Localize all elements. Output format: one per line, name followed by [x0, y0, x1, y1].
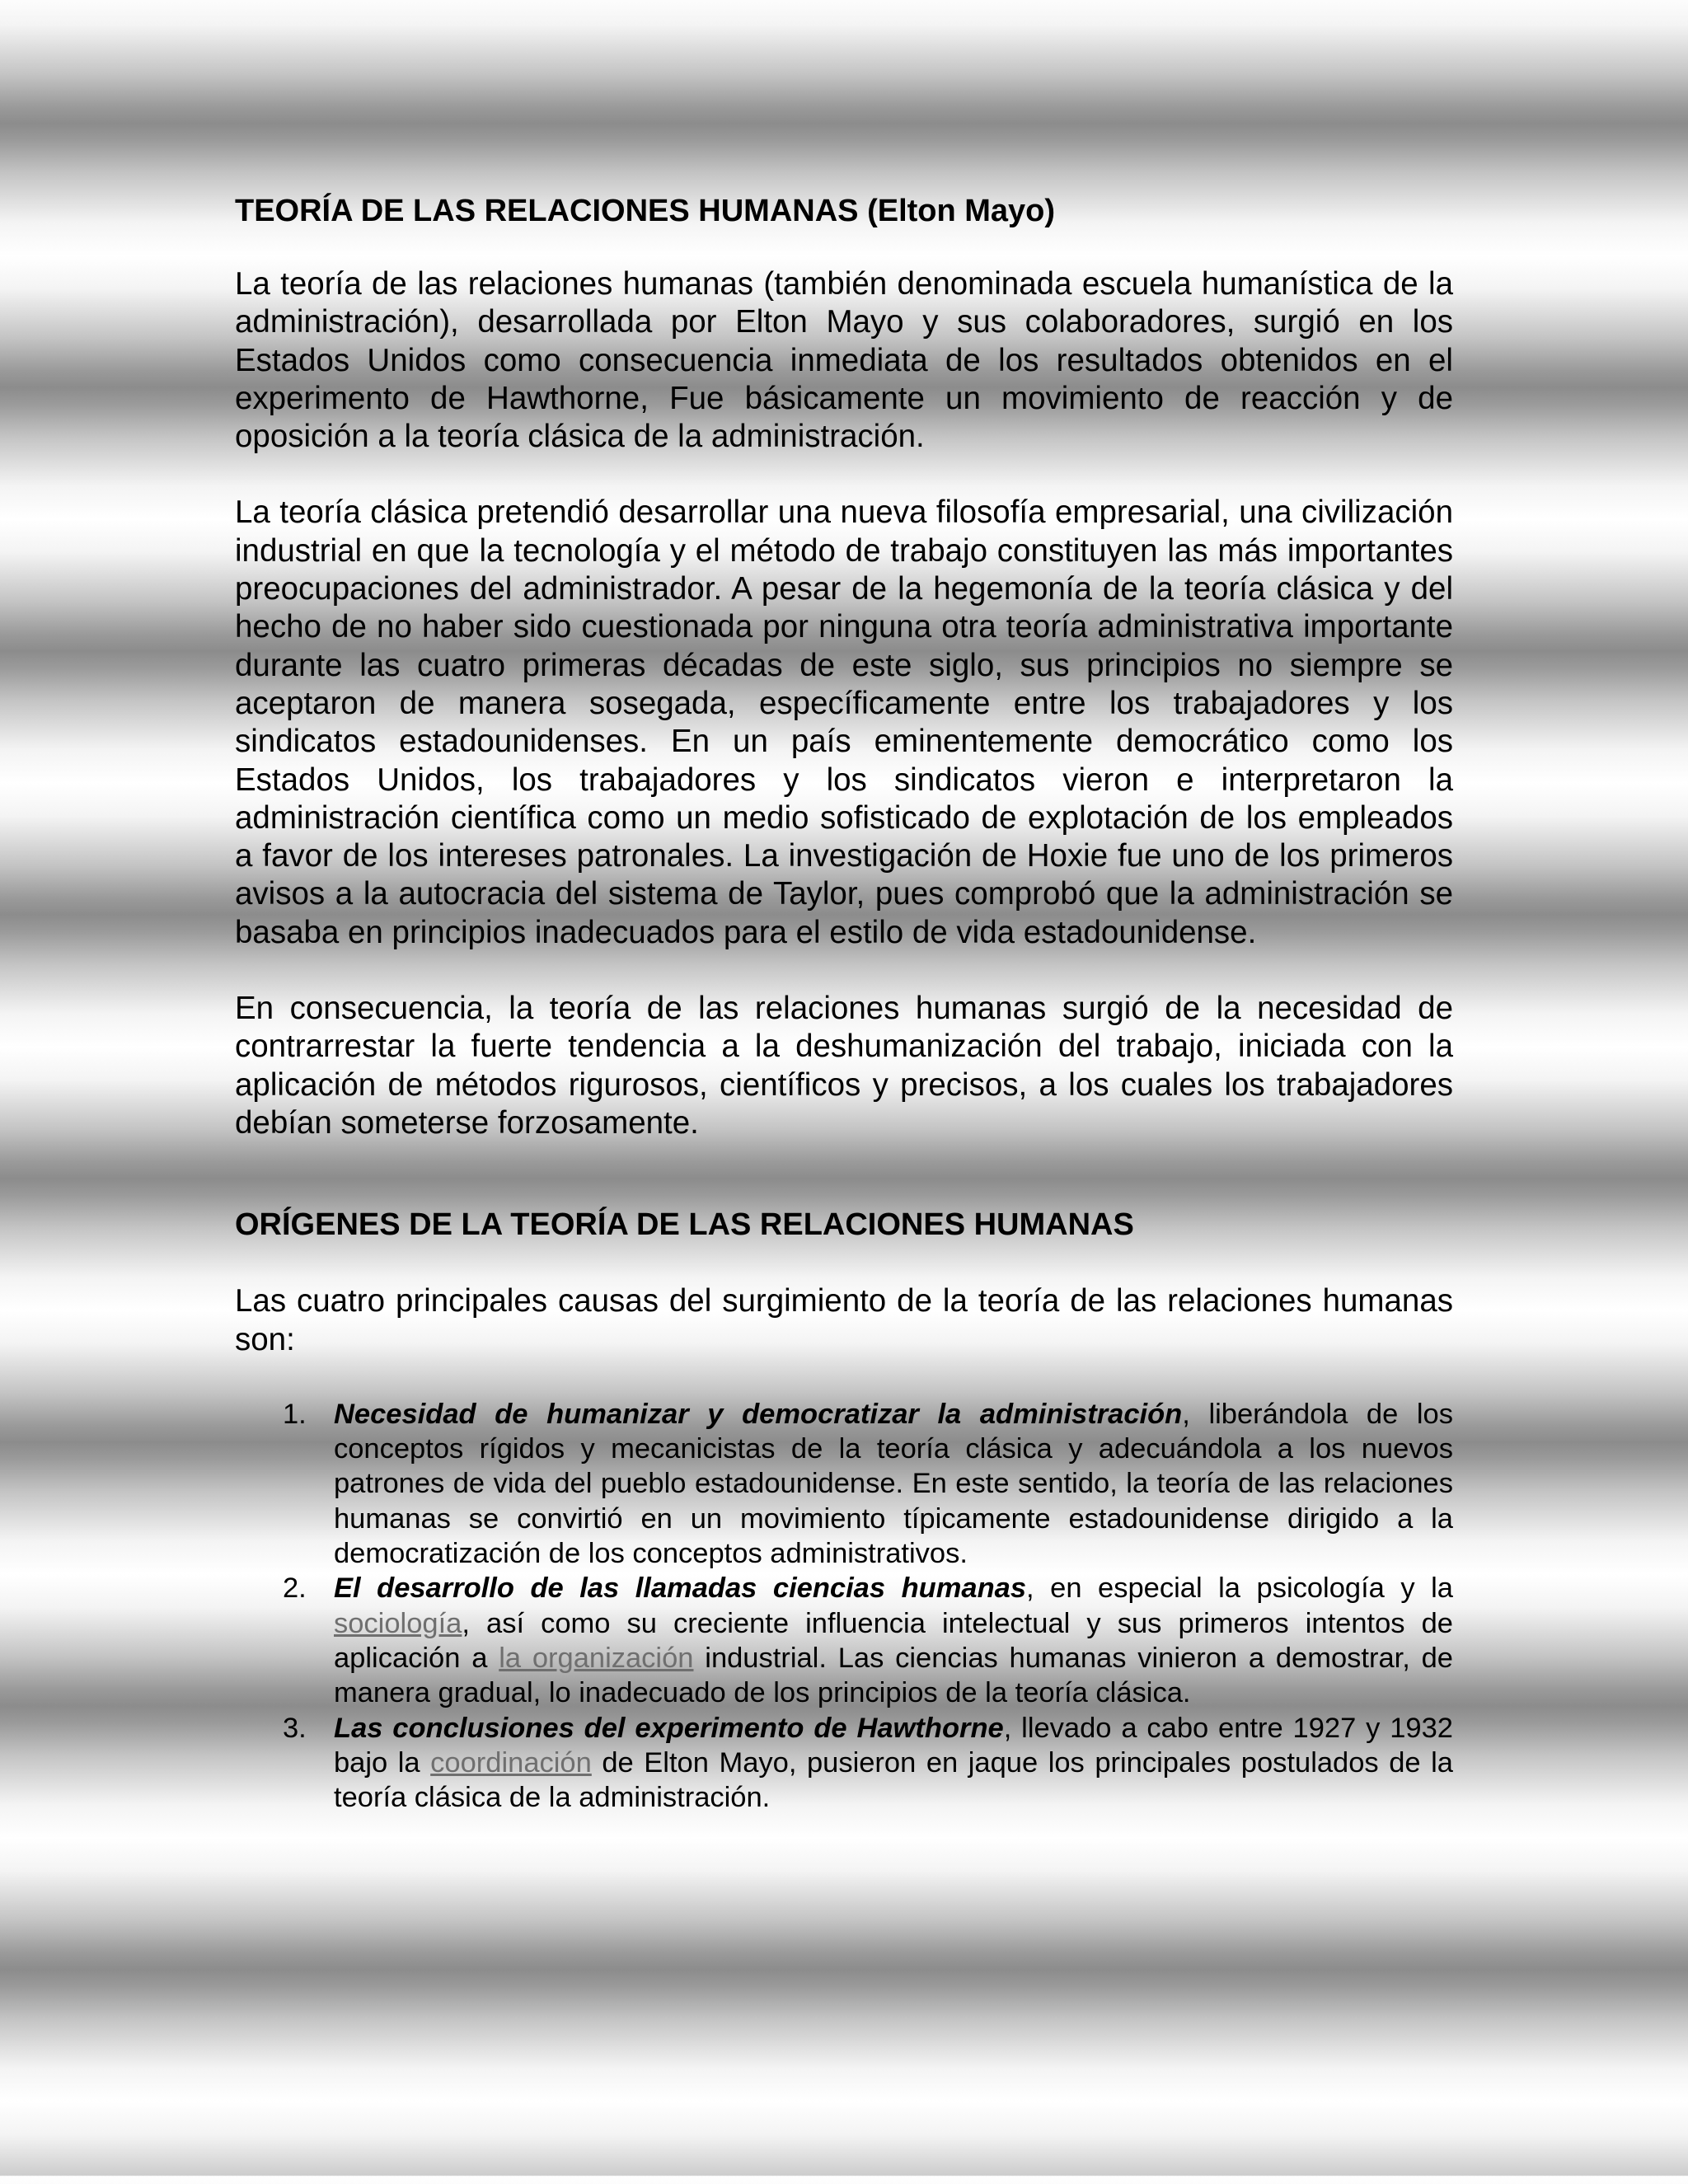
list-item-2-text-c: industrial. Las ciencias humanas vinieron a demostrar, de manera gradual, lo inadecuado de los principios de la teoría clásica.: [334, 1642, 1453, 1709]
list-number-1: 1.: [283, 1398, 307, 1430]
list-item-3-lead: Las conclusiones del experimento de Hawthorne: [334, 1712, 1004, 1744]
list-item-1-text: , liberándola de los conceptos rígidos y mecanicistas de la teoría clásica y adecuándola a los nuevos patrones de vida del pueblo estadounidense. En este sentido, la teoría de las relaciones humanas se convirtió en un movimiento típicamente estadounidense dirigido a la democratización de los conceptos administrativos.: [334, 1398, 1453, 1570]
paragraph-consecuencia: En consecuencia, la teoría de las relaciones humanas surgió de la necesidad de contrarrestar la fuerte tendencia a la deshumanización del trabajo, iniciada con la aplicación de métodos rigurosos, científicos y precisos, a los cuales los trabajadores debían someterse forzosamente.: [235, 991, 1453, 1141]
list-item-3-text-a: , llevado a cabo entre 1927 y 1932 bajo la: [334, 1712, 1453, 1779]
list-item-2: [235, 1571, 1453, 1710]
list-item-1-lead: Necesidad de humanizar y democratizar la administración: [334, 1398, 1183, 1430]
list-item-3-text-b: de Elton Mayo, pusieron en jaque los principales postulados de la teoría clásica de la administración.: [334, 1746, 1453, 1814]
link-coordinacion[interactable]: coordinación: [430, 1746, 592, 1779]
list-item-3: [235, 1711, 1453, 1816]
list-item-1: [235, 1397, 1453, 1571]
causes-list: [235, 1397, 1453, 1816]
paragraph-intro: La teoría de las relaciones humanas (también denominada escuela humanística de la administración), desarrollada por Elton Mayo y sus colaboradores, surgió en los Estados Unidos como consecuencia inmediata de los resultados obtenidos en el experimento de Hawthorne, Fue básicamente un movimiento de reacción y de oposición a la teoría clásica de la administración.: [235, 266, 1453, 455]
section-title-relaciones-humanas: TEORÍA DE LAS RELACIONES HUMANAS (Elton Mayo): [235, 194, 1056, 228]
link-sociologia[interactable]: sociología: [334, 1607, 462, 1639]
section-title-origenes: ORÍGENES DE LA TEORÍA DE LAS RELACIONES HUMANAS: [235, 1207, 1134, 1243]
list-number-3: 3.: [283, 1712, 307, 1744]
list-item-2-text-b: , así como su creciente influencia intelectual y sus primeros intentos de aplicación a: [334, 1607, 1453, 1674]
list-number-2: 2.: [283, 1572, 307, 1605]
paragraph-causas-intro: Las cuatro principales causas del surgimiento de la teoría de las relaciones humanas son:: [235, 1283, 1453, 1357]
paragraph-teoria-clasica: La teoría clásica pretendió desarrollar una nueva filosofía empresarial, una civilización industrial en que la tecnología y el método de trabajo constituyen las más importantes preocupaciones del administrador. A pesar de la hegemonía de la teoría clásica y del hecho de no haber sido cuestionada por ninguna otra teoría administrativa importante durante las cuatro primeras décadas de este siglo, sus principios no siempre se aceptaron de manera sosegada, específicamente entre los trabajadores y los sindicatos estadounidenses. En un país eminentemente democrático como los Estados Unidos, los trabajadores y los sindicatos vieron e interpretaron la administración científica como un medio sofisticado de explotación de los empleados a favor de los intereses patronales. La investigación de Hoxie fue uno de los primeros avisos a la autocracia del sistema de Taylor, pues comprobó que la administración se basaba en principios inadecuados para el estilo de vida estadounidense.: [235, 494, 1453, 950]
list-item-2-text-a: , en especial la psicología y la: [1026, 1572, 1453, 1605]
link-la-organizacion[interactable]: la organización: [499, 1642, 694, 1674]
list-item-2-lead: El desarrollo de las llamadas ciencias humanas: [334, 1572, 1027, 1605]
document-page: [235, 191, 1453, 1815]
